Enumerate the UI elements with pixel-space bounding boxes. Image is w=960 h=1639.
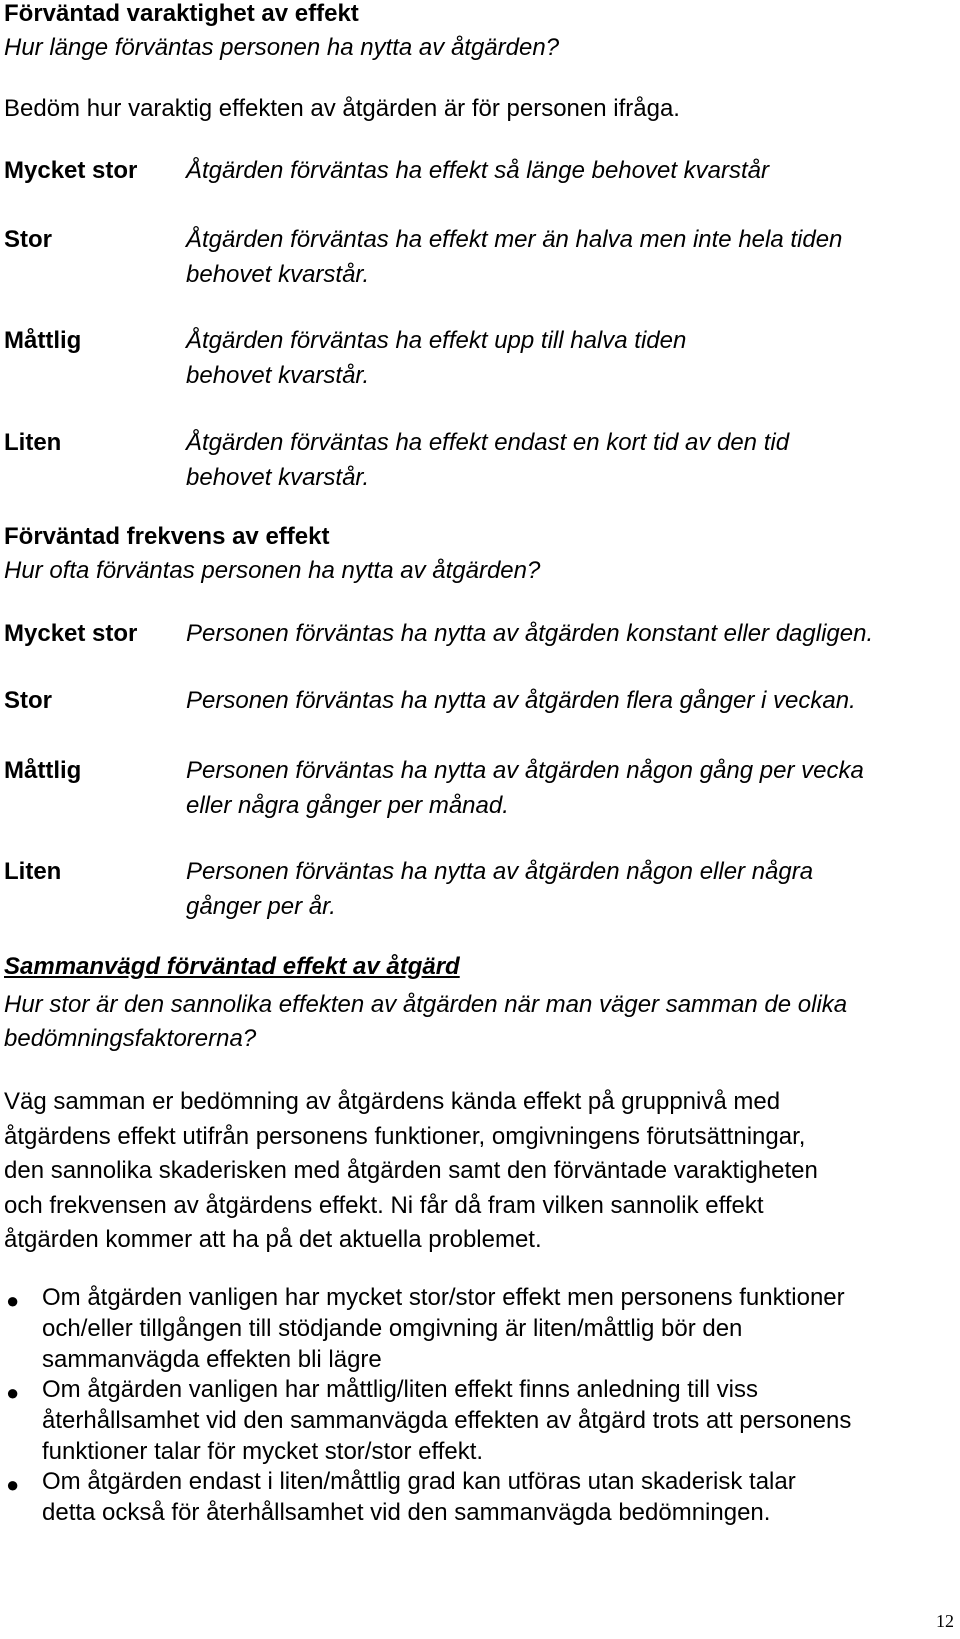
- duration-desc-liten: Åtgärden förväntas ha effekt endast en kort tid av den tid behovet kvarstår.: [186, 429, 790, 491]
- frequency-desc-mycket-stor: Personen förväntas ha nytta av åtgärden konstant eller dagligen.: [186, 620, 874, 647]
- duration-desc-mattlig: Åtgärden förväntas ha effekt upp till halva tiden behovet kvarstår.: [186, 327, 687, 389]
- duration-term-mattlig: Måttlig: [4, 327, 82, 354]
- duration-term-mycket-stor: Mycket stor: [4, 157, 138, 184]
- section-question-duration: Hur länge förväntas personen ha nytta av åtgärden?: [4, 34, 560, 61]
- duration-term-liten: Liten: [4, 429, 62, 456]
- duration-desc-stor: Åtgärden förväntas ha effekt mer än halva men inte hela tiden behovet kvarstår.: [186, 226, 843, 288]
- frequency-desc-mattlig: Personen förväntas ha nytta av åtgärden någon gång per vecka eller några gånger per månad.: [186, 757, 864, 819]
- section-question-combined: Hur stor är den sannolika effekten av åtgärden när man väger samman de olika bedömningsfaktorerna?: [4, 991, 848, 1052]
- section-heading-frequency: Förväntad frekvens av effekt: [4, 523, 330, 550]
- frequency-term-mycket-stor: Mycket stor: [4, 620, 138, 647]
- frequency-desc-stor: Personen förväntas ha nytta av åtgärden flera gånger i veckan.: [186, 687, 856, 714]
- section-heading-combined: Sammanvägd förväntad effekt av åtgärd: [4, 953, 460, 980]
- duration-desc-mycket-stor: Åtgärden förväntas ha effekt så länge behovet kvarstår: [186, 157, 770, 184]
- bullet-icon: ●: [6, 1380, 20, 1405]
- page-number: 12: [936, 1611, 954, 1631]
- frequency-desc-liten: Personen förväntas ha nytta av åtgärden någon eller några gånger per år.: [186, 858, 814, 920]
- combined-paragraph: Väg samman er bedömning av åtgärdens kända effekt på gruppnivå med åtgärdens effekt utifrån personens funktioner, omgivningens förutsättningar, den sannolika skaderisken med åtgärden samt den förväntade varaktigheten och frekvensen av åtgärdens effekt. Ni får då fram vilken sannolik effekt åtgärden kommer att ha på det aktuella problemet.: [4, 1088, 818, 1253]
- bullet-item: Om åtgärden vanligen har måttlig/liten effekt finns anledning till viss återhållsamhet vid den sammanvägda effekten av åtgärd trots att personens funktioner talar för mycket stor/stor effekt.: [42, 1376, 852, 1465]
- section-question-frequency: Hur ofta förväntas personen ha nytta av åtgärden?: [4, 557, 541, 584]
- bullet-icon: ●: [6, 1472, 20, 1497]
- bullet-item: Om åtgärden vanligen har mycket stor/stor effekt men personens funktioner och/eller tillgången till stödjande omgivning är liten/måttlig bör den sammanvägda effekten bli lägre: [42, 1284, 845, 1373]
- bullet-icon: ●: [6, 1288, 20, 1313]
- section-heading-duration: Förväntad varaktighet av effekt: [4, 0, 359, 27]
- frequency-term-stor: Stor: [4, 687, 52, 714]
- frequency-term-liten: Liten: [4, 858, 62, 885]
- bullet-item: Om åtgärden endast i liten/måttlig grad kan utföras utan skaderisk talar detta också för återhållsamhet vid den sammanvägda bedömningen.: [42, 1468, 796, 1526]
- section-instruction-duration: Bedöm hur varaktig effekten av åtgärden är för personen ifråga.: [4, 95, 680, 122]
- duration-term-stor: Stor: [4, 226, 52, 253]
- frequency-term-mattlig: Måttlig: [4, 757, 82, 784]
